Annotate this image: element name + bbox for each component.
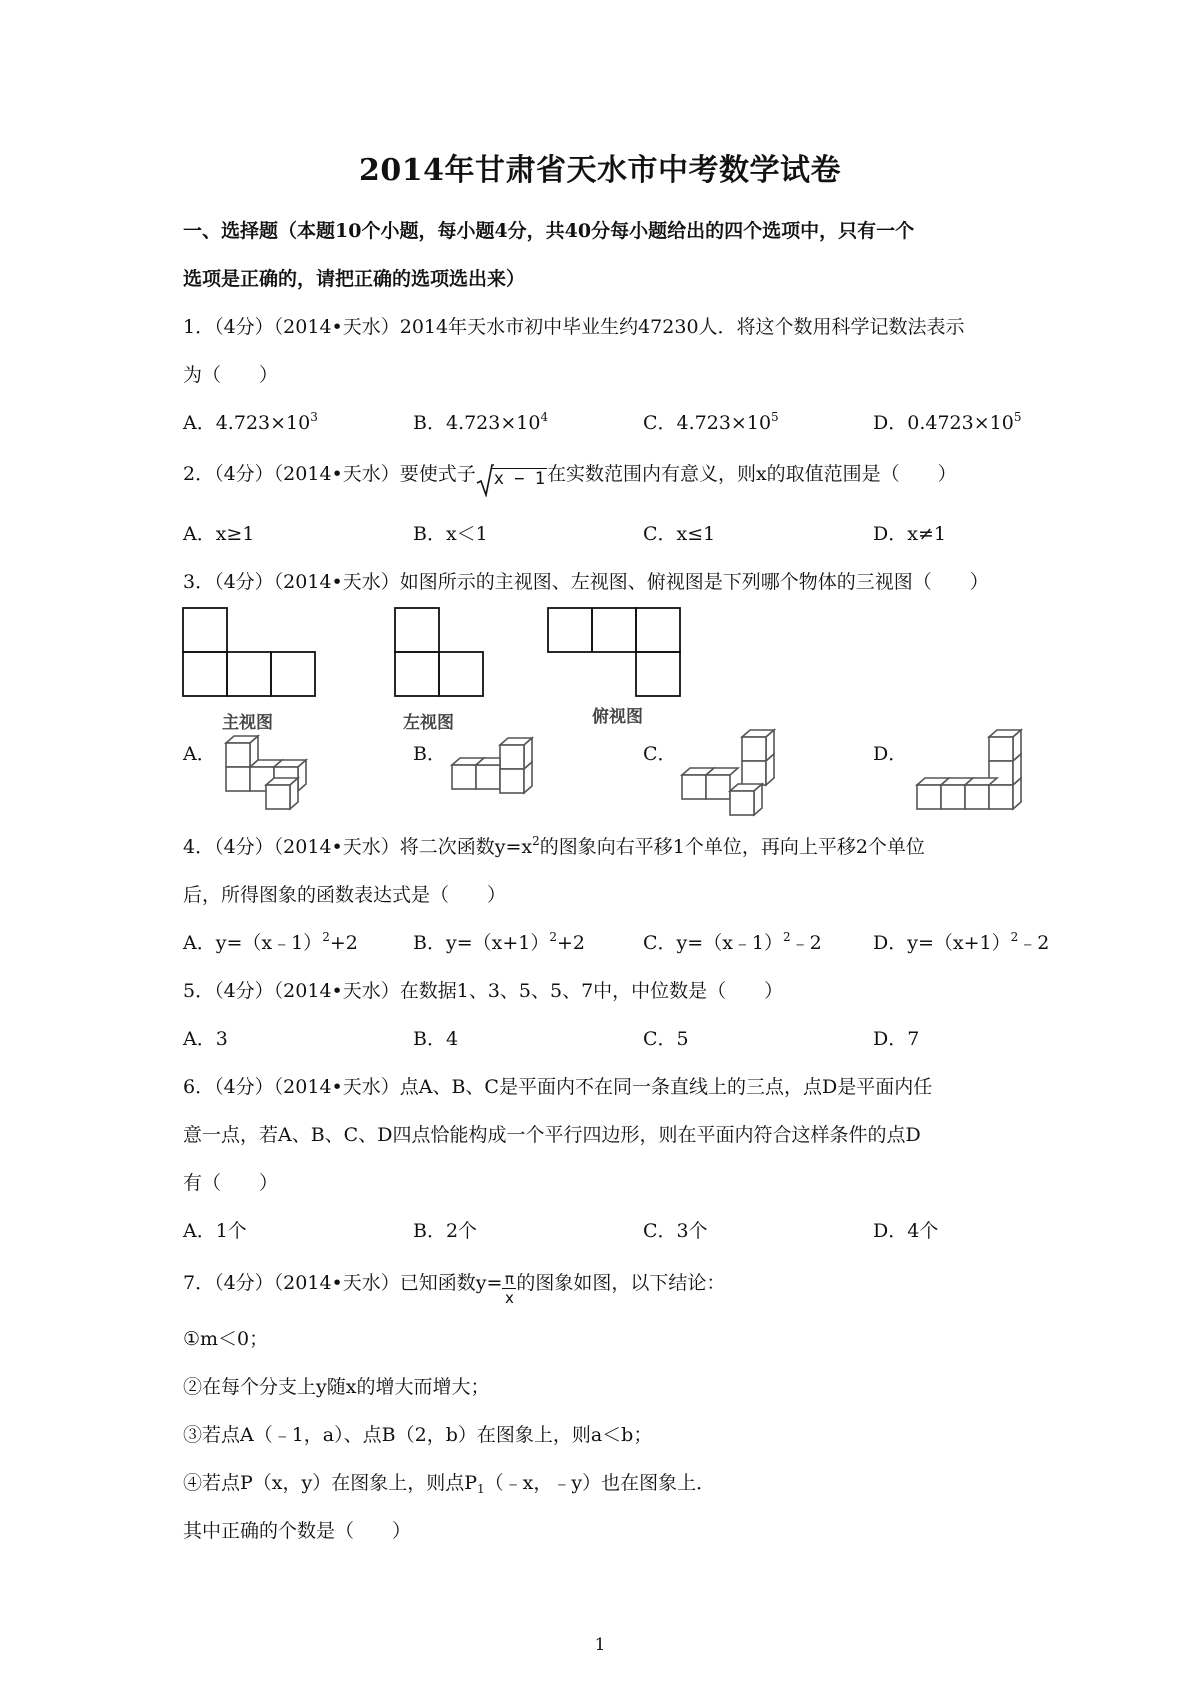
q1-option-a: A．$4.723\times 10^3$: [183, 410, 318, 434]
q7-conclusion-2: ②在每个分支上y随x的增大而增大；: [183, 1376, 490, 1398]
q6-option-d: D．4个: [873, 1220, 939, 1242]
q3-option-b-cubes: [448, 733, 568, 825]
q3-option-a-cubes: [220, 733, 340, 825]
q3-option-d-label: D．: [873, 743, 908, 765]
q6-text-line3: 有（ ）: [183, 1172, 279, 1194]
q1-text-line1: 1．（4分）（2014•天水）2014年天水市初中毕业生约47230人．将这个数用科学记数法表示: [183, 316, 965, 338]
q2-text: 2．（4分）（2014•天水）要使式子 x − 1 在实数范围内有意义，则x的取值范围是（ ）: [183, 465, 957, 488]
q7-text: 7．（4分）（2014•天水）已知函数y= $\frac{\pi}{x}$ 的图象如图，以下结论：: [183, 1270, 726, 1307]
top-view-figure: [545, 605, 695, 701]
q5-option-b: B．4: [413, 1028, 459, 1050]
q6-text-line1: 6．（4分）（2014•天水）点A、B、C是平面内不在同一条直线上的三点，点D是平面内任: [183, 1076, 933, 1098]
q3-option-a-label: A．: [183, 743, 216, 765]
q7-closing: 其中正确的个数是（ ）: [183, 1520, 412, 1542]
top-view-label: 俯视图: [592, 707, 643, 727]
q6-option-a: A．1个: [183, 1220, 247, 1242]
q2-option-a: A．x≥1: [183, 523, 255, 545]
q4-option-d: D．$y=(x+1)^2﹣2$: [873, 930, 1050, 954]
q5-option-a: A．3: [183, 1028, 228, 1050]
q6-option-b: B．2个: [413, 1220, 478, 1242]
q4-option-b: B．$y=(x+1)^2+2$: [413, 930, 585, 954]
q1-option-c: C．$4.723\times 10^5$: [643, 410, 779, 434]
q7-conclusion-3: ③若点A（﹣1，a）、点B（2，b）在图象上，则a＜b；: [183, 1424, 653, 1446]
q3-option-b-label: B．: [413, 743, 446, 765]
section-heading-line1: 一、选择题（本题10个小题，每小题4分，共40分每小题给出的四个选项中，只有一个: [183, 220, 915, 242]
left-view-figure: [392, 605, 502, 701]
fraction: $\frac{\pi}{x}$: [502, 1272, 516, 1306]
q1-text-line2: 为（ ）: [183, 364, 279, 386]
q4-option-a: A．y=（x﹣1）$^2$+2: [183, 930, 358, 954]
q4-text-line1: 4．（4分）（2014•天水）将二次函数$y=x^2$的图象向右平移1个单位，再向上平移2个单位: [183, 834, 925, 858]
q7-conclusion-1: ①m＜0；: [183, 1328, 269, 1350]
page-title: 2014年甘肃省天水市中考数学试卷: [359, 153, 841, 188]
q1-option-b: B．$4.723\times 10^4$: [413, 410, 549, 434]
q4-option-c: C．y=（x﹣1）$^2$﹣2: [643, 930, 822, 954]
front-view-figure: [180, 605, 330, 701]
q5-option-c: C．5: [643, 1028, 689, 1050]
front-view-label: 主视图: [222, 713, 273, 733]
q3-text: 3．（4分）（2014•天水）如图所示的主视图、左视图、俯视图是下列哪个物体的三视图（ ）: [183, 571, 989, 593]
left-view-label: 左视图: [403, 713, 454, 733]
q2-option-d: D．x≠1: [873, 523, 946, 545]
q4-text-line2: 后，所得图象的函数表达式是（ ）: [183, 884, 507, 906]
q3-option-c-label: C．: [643, 743, 677, 765]
q3-option-c-cubes: [678, 727, 808, 825]
q2-option-c: C．x≤1: [643, 523, 716, 545]
q5-text: 5．（4分）（2014•天水）在数据1、3、5、5、7中，中位数是（ ）: [183, 980, 784, 1002]
page-number: 1: [594, 1635, 606, 1655]
q5-option-d: D．7: [873, 1028, 920, 1050]
q7-conclusion-4: ④若点P（x，y）在图象上，则点$P_1(﹣x$，﹣y）也在图象上．: [183, 1472, 716, 1496]
q6-option-c: C．3个: [643, 1220, 708, 1242]
q6-text-line2: 意一点，若A、B、C、D四点恰能构成一个平行四边形，则在平面内符合这样条件的点D: [183, 1124, 921, 1146]
sqrt-expression: x − 1: [476, 471, 547, 488]
q1-option-d: D．$0.4723\times 10^5$: [873, 410, 1022, 434]
q2-option-b: B．x＜1: [413, 523, 488, 545]
section-heading-line2: 选项是正确的，请把正确的选项选出来）: [183, 268, 526, 290]
q3-option-d-cubes: [905, 727, 1045, 825]
